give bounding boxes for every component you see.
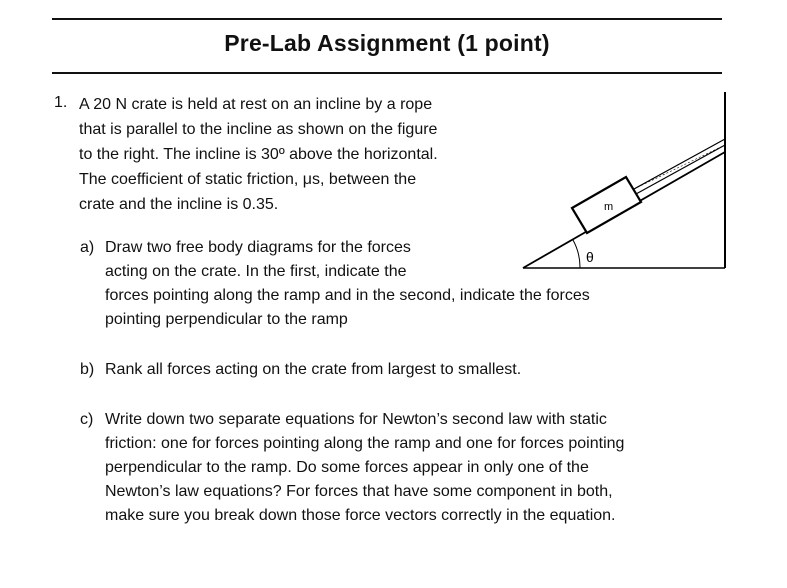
part-line: make sure you break down those force vectors correctly in the equation. xyxy=(105,507,616,524)
question-line: that is parallel to the incline as shown on the figure xyxy=(79,121,438,138)
question-text xyxy=(79,92,509,217)
part-line: Draw two free body diagrams for the forces xyxy=(105,239,411,256)
top-rule xyxy=(52,18,722,20)
angle-label: θ xyxy=(586,249,594,265)
question-line: The coefficient of static friction, μs, between the xyxy=(79,171,417,188)
part-line: Rank all forces acting on the crate from largest to smallest. xyxy=(105,361,522,378)
part-line: forces pointing along the ramp and in the second, indicate the forces xyxy=(105,287,590,304)
part-line: pointing perpendicular to the ramp xyxy=(105,311,348,328)
part-label: b) xyxy=(80,361,95,378)
part-text xyxy=(105,408,624,528)
question-line: A 20 N crate is held at rest on an incline by a rope xyxy=(79,96,433,113)
page-title: Pre-Lab Assignment (1 point) xyxy=(224,30,550,56)
part-label: c) xyxy=(80,411,94,428)
question-line: to the right. The incline is 30º above the horizontal. xyxy=(79,146,438,163)
part-label: a) xyxy=(80,239,95,256)
question-number: 1. xyxy=(54,94,68,111)
part-line: Newton’s law equations? For forces that have some component in both, xyxy=(105,483,613,500)
mass-label: m xyxy=(604,201,614,213)
rope xyxy=(634,139,725,194)
question-line: crate and the incline is 0.35. xyxy=(79,196,279,213)
part-line: Write down two separate equations for Newton’s second law with static xyxy=(105,411,607,428)
part-line: acting on the crate. In the first, indicate the xyxy=(105,263,407,280)
part-line: friction: one for forces pointing along the ramp and one for forces pointing xyxy=(105,435,625,452)
part-text xyxy=(105,358,521,382)
bottom-rule xyxy=(52,72,722,74)
part-line: perpendicular to the ramp. Do some forces appear in only one of the xyxy=(105,459,589,476)
part-text xyxy=(105,236,590,332)
